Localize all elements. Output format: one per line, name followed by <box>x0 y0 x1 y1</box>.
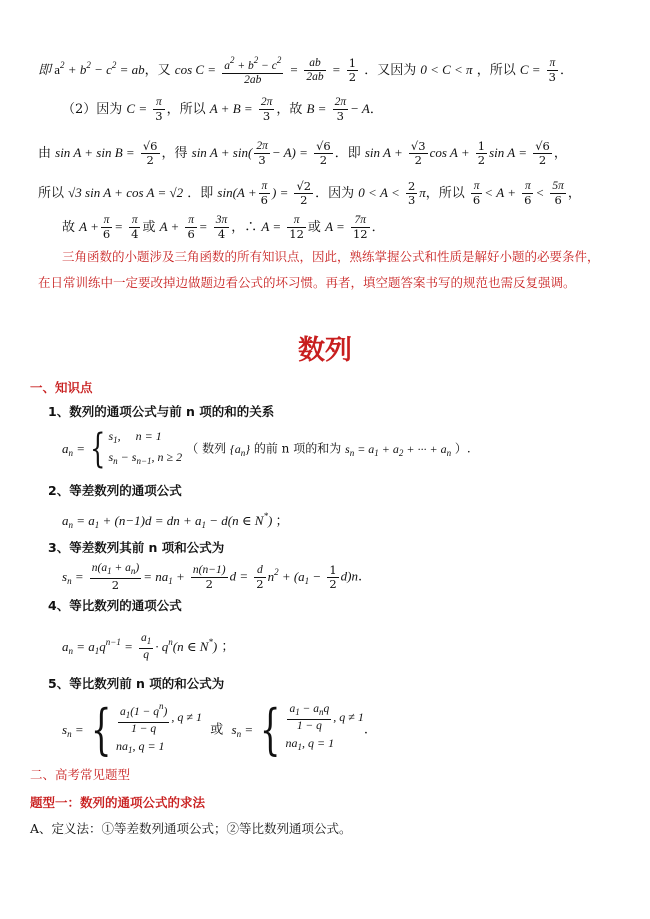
item1-formula: $a_n$ = { $s_1$, n = 1 $s_n - s_{n-1}$, n ≥ 2 （ 数列 $\{a_n\}$ 的前 n 项的和为 $s_n = a_1 + a_2$ + ··· + $a_n$ ）. <box>62 426 471 472</box>
line-1: 即 $a^2 + b^2 - c^2$ = ab，又 cos C = $\frac{a^2 + b^2 - c^2}{2ab}$ = $\frac{ab}{2ab}$ = $\frac{1}{2}$ ．又因为 0 < C < π ，所以 C = $\frac{\pi}{3}$ ． <box>38 55 574 86</box>
item5-label: 5、等比数列前 n 项的和公式为 <box>48 676 225 691</box>
line-4: 所以 √3 sin A + cos A = √2 ．即 sin(A + $\frac{\pi}{6}$ ) = $\frac{√2}{2}$ ．因为 0 < A < $\frac{2}{3}$ π，所以 $\frac{\pi}{6}$ < A + $\frac{\pi}{6}$ < $\frac{5\pi}{6}$ ， <box>38 179 581 207</box>
note-line-1: 三角函数的小题涉及三角函数的所有知识点，因此，熟练掌握公式和性质是解好小题的必要条件， <box>62 249 600 264</box>
item4-formula: $a_n = a_1q^{n-1}$ = $\frac{a_1}{q}$ · $q^n(n$ ∈ N*) ； <box>62 632 235 661</box>
item1-label: 1、数列的通项公式与前 n 项的和的关系 <box>48 404 275 419</box>
line-3: 由 sin A + sin B = $\frac{√6}{2}$ ，得 sin A + sin( $\frac{2\pi}{3}$ − A) = $\frac{√6}{2}$ ．即 sin A + $\frac{√3}{2}$ cos A + $\frac{1}{2}$ sin A = $\frac{√6}{2}$ ， <box>38 139 567 167</box>
section2-heading: 二、高考常见题型 <box>30 767 131 782</box>
item2-label: 2、等差数列的通项公式 <box>48 483 182 498</box>
section1-heading: 一、知识点 <box>30 380 93 395</box>
item3-formula: $s_n$ = $\frac{n(a_1 + a_n)}{2}$ = $na_1$ + $\frac{n(n-1)}{2}$ d = $\frac{d}{2}$ $n^2 + (a_1$ − $\frac{1}{2}$ d)n. <box>62 562 363 592</box>
item4-label: 4、等比数列的通项公式 <box>48 598 182 613</box>
item5-formula: $s_n$ = { $\frac{a_1(1 - q^n)}{1 - q}$ , q ≠ 1 $na_1$, q = 1 或 $s_n$ = { $\frac{a_1 - a_nq}{1 - q}$ , q ≠ 1 $na_1$, q = 1 . <box>62 698 368 761</box>
note-line-2: 在日常训练中一定要改掉边做题边看公式的坏习惯。再者，填空题答案书写的规范也需反复强调。 <box>38 275 576 290</box>
formula-1: 即 $a^2 + b^2 - c^2$ = ab <box>38 60 145 77</box>
item3-label: 3、等差数列其前 n 项和公式为 <box>48 540 225 555</box>
type1-heading: 题型一：数列的通项公式的求法 <box>30 795 206 810</box>
page-title: 数列 <box>298 335 352 366</box>
line-5: 故 A + $\frac{\pi}{6}$ = $\frac{\pi}{4}$ 或 A + $\frac{\pi}{6}$ = $\frac{3\pi}{4}$ ，∴ A = $\frac{\pi}{12}$ 或 A = $\frac{7\pi}{12}$ ． <box>62 214 385 241</box>
method-a: A、定义法：①等差数列通项公式；②等比数列通项公式。 <box>30 821 352 836</box>
item2-formula: $a_n = a_1 + (n-1)d$ = dn + $a_1 - d(n$ ∈ N*) ； <box>62 511 289 530</box>
line-2: （2）因为 C = $\frac{\pi}{3}$ ，所以 A + B = $\frac{2\pi}{3}$ ，故 B = $\frac{2\pi}{3}$ − A． <box>62 96 383 123</box>
